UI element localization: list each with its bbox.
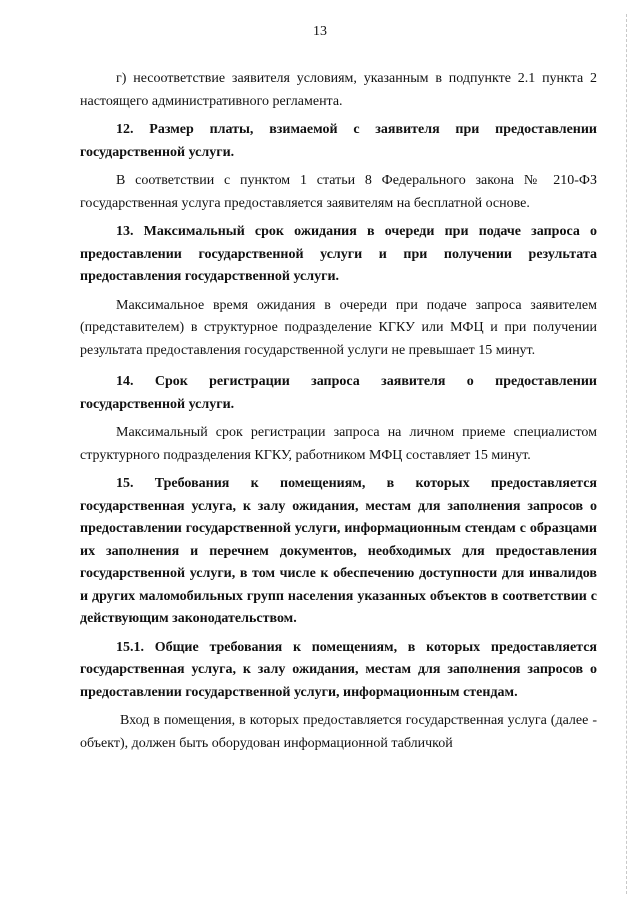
paragraph-text: В соответствии с пунктом 1 статьи 8 Федерального закона № 210-ФЗ государственная услуга предоставляется заявителям на бесплатной основе. <box>80 173 597 211</box>
section-heading-14: 14. Срок регистрации запроса заявителя о предоставлении государственной услуги. <box>80 374 597 412</box>
section-heading-15: 15. Требования к помещениям, в которых предоставляется государственная услуга, к залу ожидания, местам для заполнения запросов о предоставлении государственной услуги, информационным стендам с образцами их заполнения и перечнем документов, необходимых для предоставления государственной услуги, в том числе к обеспечению доступности для инвалидов и других маломобильных групп населения указанных объектов в соответствии с действующим законодательством. <box>80 476 597 626</box>
paragraph-text: Вход в помещения, в которых предоставляется государственная услуга (далее - объект), должен быть оборудован информационной табличкой <box>80 713 597 751</box>
section-heading-13: 13. Максимальный срок ожидания в очереди при подаче запроса о предоставлении государственной услуги и при получении результата предоставления государственной услуги. <box>80 224 597 284</box>
paragraph-text: г) несоответствие заявителя условиям, указанным в подпункте 2.1 пункта 2 настоящего административного регламента. <box>80 71 597 109</box>
document-body <box>80 68 597 755</box>
page-number: 13 <box>313 24 327 39</box>
paragraph-text: Максимальный срок регистрации запроса на личном приеме специалистом структурного подразделения КГКУ, работником МФЦ составляет 15 минут. <box>80 425 597 463</box>
scan-edge-line <box>626 14 627 894</box>
paragraph-text: Максимальное время ожидания в очереди при подаче запроса заявителем (представителем) в структурное подразделение КГКУ или МФЦ и при получении результата предоставления государственной услуги не превышает 15 минут. <box>80 297 597 358</box>
section-heading-15-1: 15.1. Общие требования к помещениям, в которых предоставляется государственная услуга, к залу ожидания, местам для заполнения запросов о предоставлении государственной услуги, информационным стендам. <box>80 639 597 700</box>
section-heading-12: 12. Размер платы, взимаемой с заявителя при предоставлении государственной услуги. <box>80 122 597 160</box>
